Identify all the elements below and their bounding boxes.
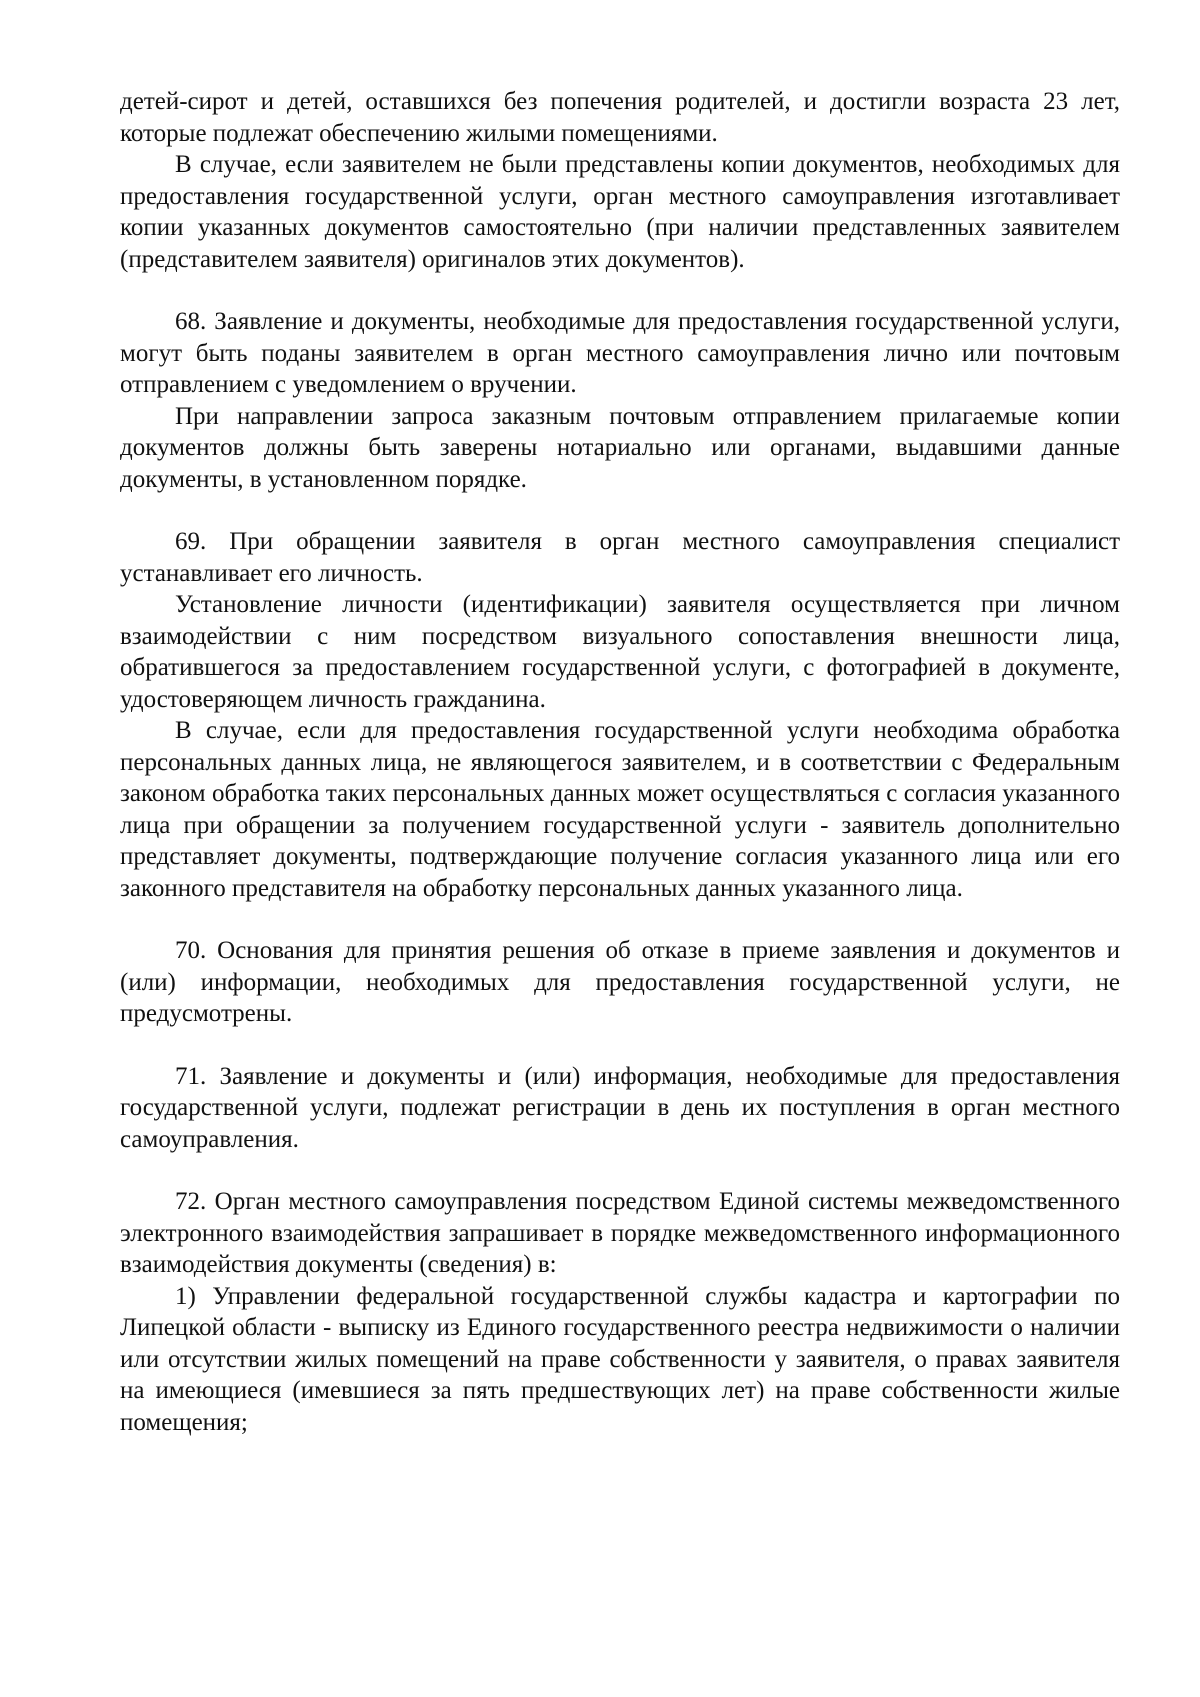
- paragraph-identification: Установление личности (идентификации) заявителя осуществляется при личном взаимодействии с ним посредством визуального сопоставления внешности лица, обратившегося за предоставлением государственной услуги, с фотографией в документе, удостоверяющем личность гражданина.: [120, 591, 1120, 713]
- paragraph-copies-of-documents: В случае, если заявителем не были представлены копии документов, необходимых для предоставления государственной услуги, орган местного самоуправления изготавливает копии указанных документов самостоятельно (при наличии представленных заявителем (представителем заявителя) оригиналов этих документов).: [120, 151, 1120, 273]
- paragraph-item-70: 70. Основания для принятия решения об отказе в приеме заявления и документов и (или) информации, необходимых для предоставления государственной услуги, не предусмотрены.: [120, 937, 1120, 1027]
- paragraph-continuation: детей-сирот и детей, оставшихся без попечения родителей, и достигли возраста 23 лет, которые подлежат обеспечению жилыми помещениями.: [120, 88, 1120, 147]
- paragraph-registered-mail: При направлении запроса заказным почтовым отправлением прилагаемые копии документов должны быть заверены нотариально или органами, выдавшими данные документы, в установленном порядке.: [120, 402, 1120, 493]
- paragraph-item-68: 68. Заявление и документы, необходимые для предоставления государственной услуги, могут быть поданы заявителем в орган местного самоуправления лично или почтовым отправлением с уведомлением о вручении.: [120, 308, 1120, 398]
- paragraph-item-69: 69. При обращении заявителя в орган местного самоуправления специалист устанавливает его личность.: [120, 528, 1120, 587]
- paragraph-item-72: 72. Орган местного самоуправления посредством Единой системы межведомственного электронного взаимодействия запрашивает в порядке межведомственного информационного взаимодействия документы (сведения) в:: [120, 1188, 1120, 1278]
- paragraph-item-72-subitem-1: 1) Управлении федеральной государственной службы кадастра и картографии по Липецкой области - выписку из Единого государственного реестра недвижимости о наличии или отсутствии жилых помещений на праве собственности у заявителя, о правах заявителя на имеющиеся (имевшиеся за пять предшествующих лет) на праве собственности жилые помещения;: [120, 1282, 1120, 1436]
- paragraph-personal-data: В случае, если для предоставления государственной услуги необходима обработка персональных данных лица, не являющегося заявителем, и в соответствии с Федеральным законом обработка таких персональных данных может осуществляться с согласия указанного лица при обращении за получением государственной услуги - заявитель дополнительно представляет документы, подтверждающие получение согласия указанного лица или его законного представителя на обработку персональных данных указанного лица.: [120, 717, 1120, 902]
- document-body: [120, 86, 1120, 1438]
- paragraph-item-71: 71. Заявление и документы и (или) информация, необходимые для предоставления государственной услуги, подлежат регистрации в день их поступления в орган местного самоуправления.: [120, 1062, 1120, 1153]
